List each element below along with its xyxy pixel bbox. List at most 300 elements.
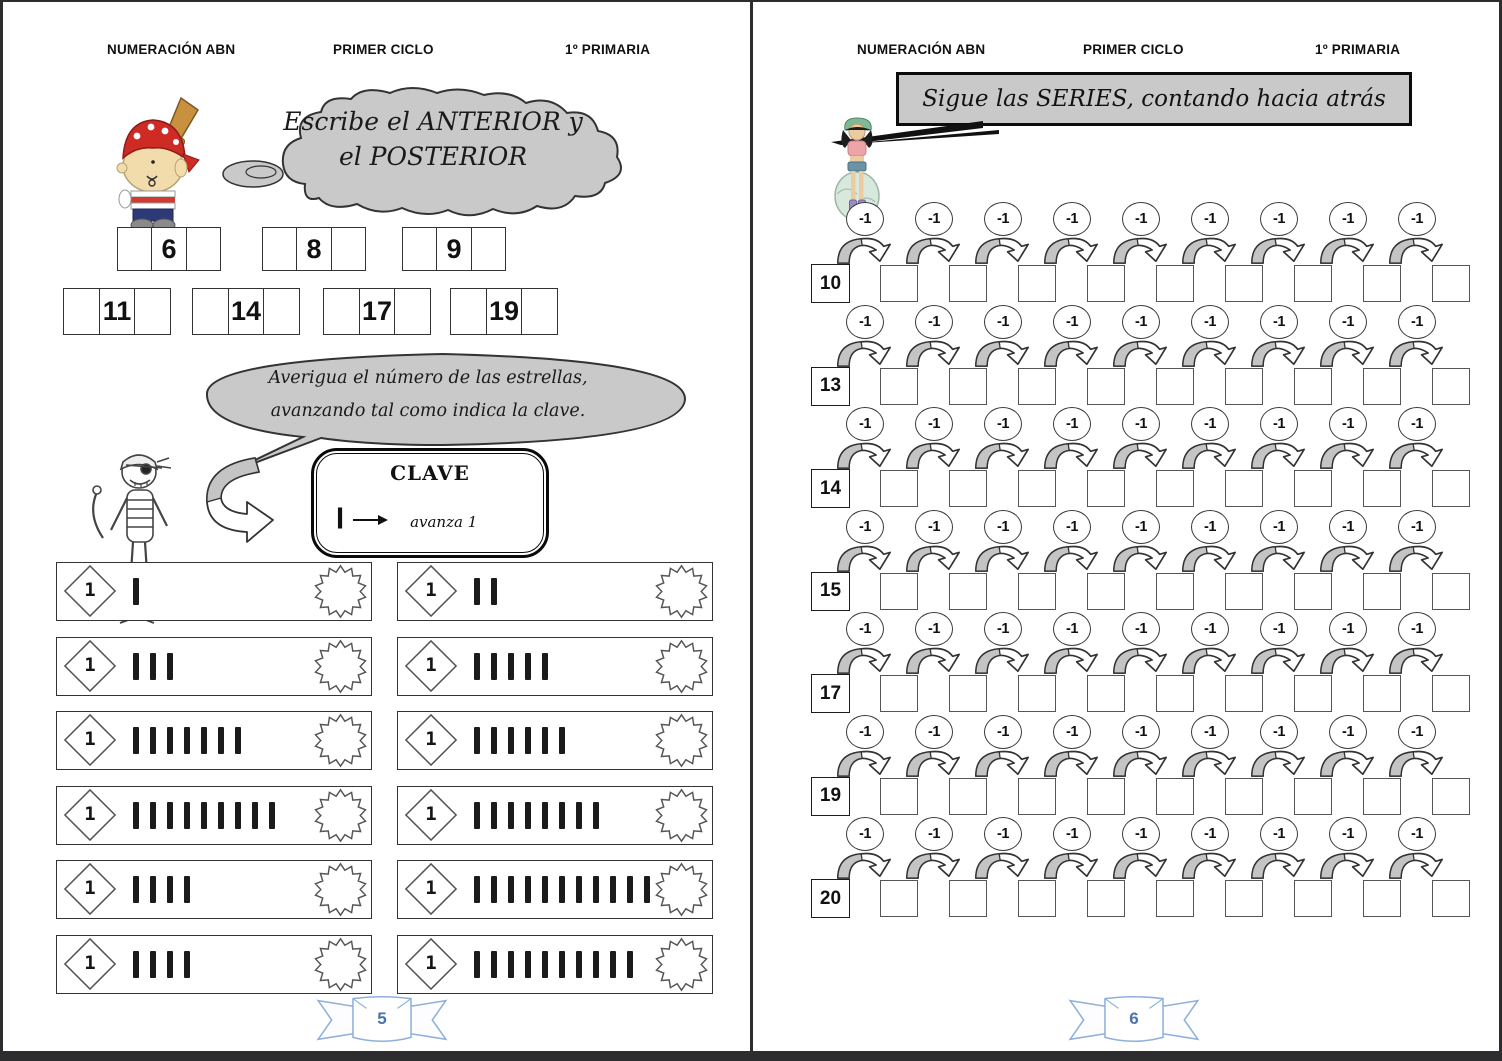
answer-star[interactable] — [313, 788, 368, 843]
tally-mark — [542, 876, 548, 903]
hop-arrow-icon — [905, 645, 961, 675]
tally-mark — [508, 951, 514, 978]
step-circle — [1398, 612, 1436, 646]
tally-row — [56, 860, 372, 919]
given-number-cell: 14 — [229, 288, 265, 335]
step-circle — [1122, 407, 1160, 441]
series-banner — [896, 72, 1412, 126]
step-circle — [846, 817, 884, 851]
tally-mark — [218, 727, 224, 754]
series-answer-cell[interactable] — [1294, 880, 1332, 917]
tally-symbol: I — [336, 502, 345, 536]
answer-cell[interactable] — [402, 227, 437, 271]
step-circle — [1053, 817, 1091, 851]
hop-arrow-icon — [974, 235, 1030, 265]
series-answer-cell[interactable] — [1156, 880, 1194, 917]
step-circle — [1398, 715, 1436, 749]
step-label: -1 — [1204, 313, 1216, 330]
series-row — [753, 610, 1499, 713]
tally-mark — [525, 802, 531, 829]
step-circle — [1122, 715, 1160, 749]
step-circle — [1329, 612, 1367, 646]
hop-arrow-icon — [1112, 748, 1168, 778]
series-answer-cell[interactable] — [880, 265, 918, 302]
series-answer-cell[interactable] — [880, 470, 918, 507]
step-label: -1 — [1204, 416, 1216, 432]
tally-mark — [593, 951, 599, 978]
series-answer-cell[interactable] — [1363, 675, 1401, 712]
series-answer-cell[interactable] — [1087, 470, 1125, 507]
step-value: 1 — [425, 579, 437, 601]
step-label: -1 — [928, 518, 940, 535]
series-answer-cell[interactable] — [1225, 573, 1263, 610]
hop-arrow-icon — [1043, 645, 1099, 675]
tally-mark — [576, 802, 582, 829]
tally-mark — [167, 802, 173, 829]
series-row — [753, 713, 1499, 816]
step-value: 1 — [84, 728, 96, 751]
tally-row — [397, 562, 713, 621]
series-answer-cell[interactable] — [1294, 368, 1332, 405]
series-answer-cell[interactable] — [949, 880, 987, 917]
answer-cell[interactable] — [262, 227, 297, 271]
series-answer-cell[interactable] — [1018, 675, 1056, 712]
series-answer-cell[interactable] — [1018, 880, 1056, 917]
answer-cell[interactable] — [192, 288, 229, 335]
series-answer-cell[interactable] — [880, 675, 918, 712]
tally-row — [56, 562, 372, 621]
step-circle — [1053, 715, 1091, 749]
series-answer-cell[interactable] — [1087, 880, 1125, 917]
series-answer-cell[interactable] — [1294, 265, 1332, 302]
step-label: -1 — [997, 621, 1009, 637]
step-value: 1 — [84, 877, 96, 900]
tally-mark — [474, 951, 480, 978]
answer-star[interactable] — [654, 564, 709, 619]
tally-mark — [491, 876, 497, 903]
tally-mark — [474, 653, 480, 680]
answer-cell[interactable] — [135, 288, 171, 335]
answer-star[interactable] — [654, 862, 709, 917]
hop-arrow-icon — [1250, 543, 1306, 573]
answer-star[interactable] — [313, 937, 368, 992]
tally-mark — [644, 876, 650, 903]
series-answer-cell[interactable] — [1087, 778, 1125, 815]
step-value: 1 — [425, 951, 437, 974]
anterior-posterior-box — [402, 227, 506, 271]
step-label: -1 — [859, 826, 871, 842]
series-answer-cell[interactable] — [949, 470, 987, 507]
step-circle — [1329, 407, 1367, 441]
series-answer-cell[interactable] — [1363, 265, 1401, 302]
step-circle — [1053, 305, 1091, 339]
tally-mark — [133, 727, 139, 754]
step-value: 1 — [425, 728, 437, 751]
step-circle — [1329, 510, 1367, 544]
step-circle — [984, 407, 1022, 441]
step-label: -1 — [1411, 826, 1423, 842]
series-answer-cell[interactable] — [1294, 675, 1332, 712]
tally-mark — [508, 653, 514, 680]
step-circle — [1260, 202, 1298, 236]
series-answer-cell[interactable] — [1432, 573, 1470, 610]
hop-arrow-icon — [1388, 235, 1444, 265]
tally-mark — [218, 802, 224, 829]
cloud-line-2: el POSTERIOR — [338, 142, 528, 171]
series-answer-cell[interactable] — [949, 675, 987, 712]
series-answer-cell[interactable] — [1087, 265, 1125, 302]
hop-arrow-icon — [905, 338, 961, 368]
step-value: 1 — [84, 653, 96, 676]
worksheet-page-5 — [3, 2, 750, 1051]
step-label: -1 — [1273, 621, 1285, 637]
series-start-number: 13 — [811, 367, 850, 406]
hop-arrow-icon — [1250, 235, 1306, 265]
tally-column-right — [397, 562, 713, 1010]
step-circle — [1260, 305, 1298, 339]
step-label: -1 — [997, 723, 1009, 740]
tally-mark — [235, 727, 241, 754]
tally-mark — [184, 727, 190, 754]
step-label: -1 — [1135, 313, 1147, 330]
tally-mark — [150, 653, 156, 680]
series-answer-cell[interactable] — [1087, 573, 1125, 610]
step-circle — [1122, 305, 1160, 339]
series-answer-cell[interactable] — [1156, 778, 1194, 815]
key-diamond — [63, 862, 117, 916]
tally-marks — [133, 563, 139, 620]
step-circle — [1122, 817, 1160, 851]
answer-cell[interactable] — [450, 288, 487, 335]
step-circle — [1329, 202, 1367, 236]
series-answer-cell[interactable] — [1018, 573, 1056, 610]
tally-mark — [150, 727, 156, 754]
series-answer-cell[interactable] — [1294, 470, 1332, 507]
tally-marks — [474, 861, 650, 918]
series-answer-cell[interactable] — [1363, 573, 1401, 610]
step-circle — [1398, 817, 1436, 851]
hop-arrow-icon — [1043, 748, 1099, 778]
tally-mark — [133, 578, 139, 605]
hop-arrow-icon — [974, 850, 1030, 880]
tally-row — [56, 711, 372, 770]
tally-mark — [610, 876, 616, 903]
series-answer-cell[interactable] — [949, 368, 987, 405]
hop-arrow-icon — [974, 543, 1030, 573]
tally-row — [397, 935, 713, 994]
key-diamond — [63, 788, 117, 842]
series-answer-cell[interactable] — [1432, 778, 1470, 815]
hop-arrow-icon — [974, 748, 1030, 778]
page-number: 5 — [377, 1009, 387, 1028]
key-diamond — [404, 788, 458, 842]
series-answer-cell[interactable] — [1294, 778, 1332, 815]
step-label: -1 — [859, 723, 871, 740]
step-circle — [915, 407, 953, 441]
key-diamond — [404, 713, 458, 767]
hop-arrow-icon — [1319, 235, 1375, 265]
header-left: NUMERACIÓN ABN — [107, 42, 236, 57]
tally-mark — [235, 802, 241, 829]
step-label: -1 — [1066, 518, 1078, 535]
page-number-ribbon — [1055, 989, 1213, 1049]
given-number-cell: 6 — [152, 227, 186, 271]
hop-arrow-icon — [1112, 235, 1168, 265]
series-answer-cell[interactable] — [949, 265, 987, 302]
series-answer-cell[interactable] — [1432, 265, 1470, 302]
series-answer-cell[interactable] — [1363, 470, 1401, 507]
step-circle — [1191, 817, 1229, 851]
series-answer-cell[interactable] — [1294, 573, 1332, 610]
step-circle — [1260, 510, 1298, 544]
key-diamond — [63, 713, 117, 767]
tally-marks — [474, 712, 565, 769]
step-circle — [984, 817, 1022, 851]
step-circle — [846, 612, 884, 646]
series-start-number: 15 — [811, 572, 850, 611]
series-answer-cell[interactable] — [1225, 778, 1263, 815]
hop-arrow-icon — [1319, 748, 1375, 778]
hop-arrow-icon — [1181, 645, 1237, 675]
answer-cell[interactable] — [332, 227, 366, 271]
tally-mark — [133, 951, 139, 978]
page-number-ribbon — [303, 989, 461, 1049]
header-right: 1º PRIMARIA — [1315, 42, 1401, 57]
series-answer-cell[interactable] — [1018, 470, 1056, 507]
step-circle — [846, 407, 884, 441]
hop-arrow-icon — [836, 338, 892, 368]
step-circle — [1053, 510, 1091, 544]
step-label: -1 — [1342, 518, 1354, 535]
series-answer-cell[interactable] — [1087, 368, 1125, 405]
answer-star[interactable] — [313, 862, 368, 917]
tally-marks — [474, 787, 599, 844]
series-answer-cell[interactable] — [949, 778, 987, 815]
step-label: -1 — [1135, 621, 1147, 637]
answer-cell[interactable] — [264, 288, 300, 335]
step-label: -1 — [1342, 313, 1354, 330]
series-answer-cell[interactable] — [880, 778, 918, 815]
step-label: -1 — [1273, 518, 1285, 535]
tally-mark — [627, 876, 633, 903]
series-answer-cell[interactable] — [880, 880, 918, 917]
step-label: -1 — [1342, 211, 1354, 227]
curved-arrow-icon — [195, 454, 320, 546]
step-label: -1 — [1204, 723, 1216, 740]
series-row — [753, 303, 1499, 406]
series-answer-cell[interactable] — [1156, 368, 1194, 405]
tally-marks — [474, 638, 548, 695]
tally-mark — [150, 876, 156, 903]
series-answer-cell[interactable] — [1225, 368, 1263, 405]
tally-mark — [184, 876, 190, 903]
hop-arrow-icon — [905, 748, 961, 778]
step-circle — [915, 202, 953, 236]
tally-mark — [491, 653, 497, 680]
series-rows — [753, 200, 1499, 918]
answer-star[interactable] — [313, 639, 368, 694]
answer-star[interactable] — [654, 713, 709, 768]
key-diamond — [63, 639, 117, 693]
tally-mark — [491, 727, 497, 754]
tally-mark — [525, 653, 531, 680]
step-label: -1 — [1411, 313, 1423, 330]
right-arrow-icon — [352, 514, 388, 526]
step-label: -1 — [928, 313, 940, 330]
step-value: 1 — [425, 802, 437, 825]
series-answer-cell[interactable] — [1432, 675, 1470, 712]
step-label: -1 — [1066, 621, 1078, 637]
tally-mark — [610, 951, 616, 978]
series-answer-cell[interactable] — [1156, 265, 1194, 302]
series-answer-cell[interactable] — [949, 573, 987, 610]
tally-row — [56, 786, 372, 845]
series-answer-cell[interactable] — [1432, 880, 1470, 917]
series-answer-cell[interactable] — [1018, 368, 1056, 405]
step-label: -1 — [997, 518, 1009, 535]
number-row-1 — [3, 227, 750, 271]
answer-cell[interactable] — [472, 227, 506, 271]
tally-mark — [167, 876, 173, 903]
step-label: -1 — [997, 313, 1009, 330]
answer-star[interactable] — [313, 713, 368, 768]
series-answer-cell[interactable] — [1363, 880, 1401, 917]
hop-arrow-icon — [1250, 338, 1306, 368]
answer-cell[interactable] — [395, 288, 431, 335]
tally-mark — [542, 653, 548, 680]
hop-arrow-icon — [1181, 235, 1237, 265]
step-label: -1 — [1342, 416, 1354, 432]
hop-arrow-icon — [905, 440, 961, 470]
tally-mark — [525, 876, 531, 903]
hop-arrow-icon — [1043, 338, 1099, 368]
tally-mark — [559, 727, 565, 754]
series-answer-cell[interactable] — [1432, 368, 1470, 405]
answer-cell[interactable] — [187, 227, 221, 271]
answer-star[interactable] — [313, 564, 368, 619]
step-circle — [1191, 202, 1229, 236]
step-circle — [1329, 715, 1367, 749]
step-circle — [915, 612, 953, 646]
given-number-cell: 8 — [297, 227, 331, 271]
hop-arrow-icon — [1043, 235, 1099, 265]
series-answer-cell[interactable] — [880, 573, 918, 610]
series-row — [753, 508, 1499, 611]
hop-arrow-icon — [1388, 440, 1444, 470]
hop-arrow-icon — [1250, 748, 1306, 778]
step-label: -1 — [1135, 826, 1147, 842]
step-label: -1 — [928, 621, 940, 637]
answer-star[interactable] — [654, 788, 709, 843]
tally-mark — [508, 802, 514, 829]
series-answer-cell[interactable] — [1156, 573, 1194, 610]
step-circle — [1398, 407, 1436, 441]
anterior-posterior-box — [450, 288, 558, 335]
tally-marks — [474, 936, 633, 993]
tally-mark — [559, 802, 565, 829]
tally-mark — [491, 951, 497, 978]
step-circle — [1398, 202, 1436, 236]
header-right: 1º PRIMARIA — [565, 42, 651, 57]
step-circle — [984, 510, 1022, 544]
hop-arrow-icon — [1043, 543, 1099, 573]
step-label: -1 — [1342, 826, 1354, 842]
tally-row — [397, 711, 713, 770]
answer-star[interactable] — [654, 937, 709, 992]
answer-cell[interactable] — [63, 288, 100, 335]
series-answer-cell[interactable] — [1087, 675, 1125, 712]
step-value: 1 — [425, 653, 437, 676]
hop-arrow-icon — [1181, 748, 1237, 778]
tally-mark — [542, 951, 548, 978]
hop-arrow-icon — [1388, 543, 1444, 573]
tally-marks — [133, 787, 275, 844]
step-label: -1 — [1066, 211, 1078, 227]
tally-mark — [525, 727, 531, 754]
step-label: -1 — [1135, 416, 1147, 432]
series-row — [753, 815, 1499, 918]
tally-row — [397, 637, 713, 696]
hop-arrow-icon — [1319, 338, 1375, 368]
page-number: 6 — [1129, 1009, 1139, 1028]
tally-mark — [201, 727, 207, 754]
step-label: -1 — [1411, 416, 1423, 432]
series-answer-cell[interactable] — [1363, 368, 1401, 405]
tally-mark — [252, 802, 258, 829]
series-answer-cell[interactable] — [1225, 470, 1263, 507]
answer-cell[interactable] — [323, 288, 360, 335]
step-circle — [1122, 510, 1160, 544]
series-answer-cell[interactable] — [880, 368, 918, 405]
answer-cell[interactable] — [117, 227, 152, 271]
given-number-cell: 19 — [487, 288, 523, 335]
step-label: -1 — [1273, 211, 1285, 227]
series-answer-cell[interactable] — [1432, 470, 1470, 507]
step-label: -1 — [859, 621, 871, 637]
hop-arrow-icon — [1388, 748, 1444, 778]
series-answer-cell[interactable] — [1225, 880, 1263, 917]
step-label: -1 — [1273, 826, 1285, 842]
anterior-posterior-box — [117, 227, 221, 271]
step-circle — [984, 612, 1022, 646]
tally-mark — [269, 802, 275, 829]
step-label: -1 — [1411, 518, 1423, 535]
answer-star[interactable] — [654, 639, 709, 694]
step-label: -1 — [1135, 723, 1147, 740]
tally-marks — [474, 563, 497, 620]
series-answer-cell[interactable] — [1156, 675, 1194, 712]
given-number-cell: 17 — [360, 288, 396, 335]
hop-arrow-icon — [1388, 645, 1444, 675]
tally-mark — [133, 653, 139, 680]
series-answer-cell[interactable] — [1018, 265, 1056, 302]
series-answer-cell[interactable] — [1225, 675, 1263, 712]
bubble-instruction — [216, 362, 640, 428]
series-answer-cell[interactable] — [1363, 778, 1401, 815]
series-answer-cell[interactable] — [1225, 265, 1263, 302]
series-answer-cell[interactable] — [1018, 778, 1056, 815]
series-row — [753, 200, 1499, 303]
answer-cell[interactable] — [522, 288, 558, 335]
step-label: -1 — [859, 211, 871, 227]
step-value: 1 — [84, 579, 96, 601]
step-circle — [1191, 715, 1229, 749]
anterior-posterior-box — [323, 288, 431, 335]
key-diamond — [404, 564, 458, 618]
step-label: -1 — [928, 211, 940, 227]
series-answer-cell[interactable] — [1156, 470, 1194, 507]
tally-mark — [627, 951, 633, 978]
